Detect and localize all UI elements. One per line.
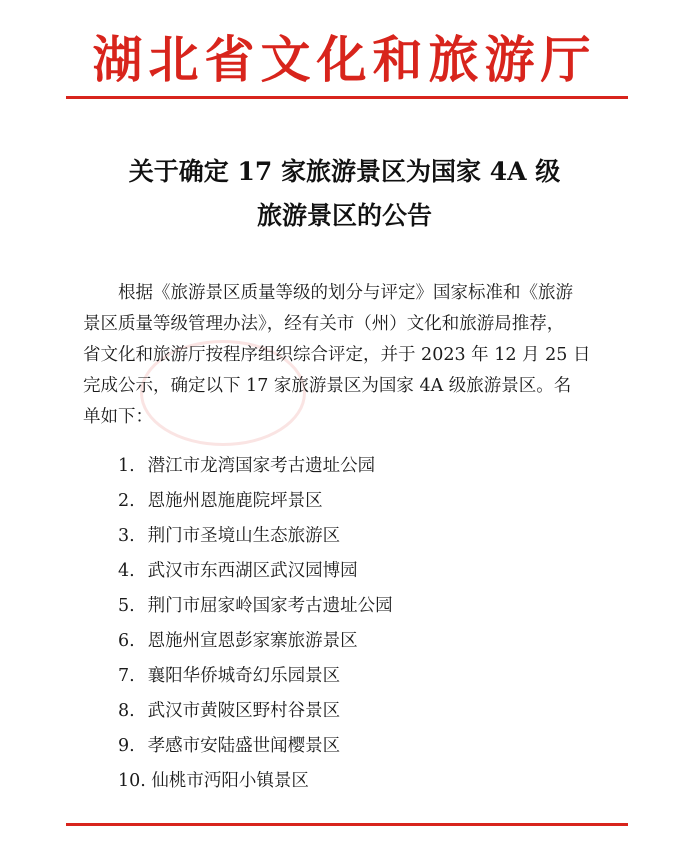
- list-item-number: 3.: [118, 526, 135, 546]
- list-item-number: 9.: [118, 736, 135, 756]
- list-item: [118, 624, 393, 659]
- paragraph-line: 完成公示，确定以下 17 家旅游景区为国家 4A 级旅游景区。名: [83, 376, 572, 396]
- list-item: [118, 554, 393, 589]
- list-item-name: 恩施州宣恩彭家寨旅游景区: [147, 631, 358, 651]
- list-item: [118, 484, 393, 519]
- list-item-name: 潜江市龙湾国家考古遗址公园: [147, 456, 376, 476]
- list-item-number: 5.: [118, 596, 135, 616]
- list-item: [118, 694, 393, 729]
- paragraph-line: 单如下：: [83, 407, 153, 427]
- list-item-number: 8.: [118, 701, 135, 721]
- letterhead-red-rule: [66, 96, 628, 99]
- list-item-number: 1.: [118, 456, 135, 476]
- list-item-number: 6.: [118, 631, 135, 651]
- list-item: [118, 589, 393, 624]
- announcement-title-line-2: 旅游景区的公告: [256, 201, 432, 230]
- list-item-name: 襄阳华侨城奇幻乐园景区: [147, 666, 341, 686]
- list-item: [118, 729, 393, 764]
- list-item-number: 10.: [118, 771, 146, 791]
- list-item: [118, 764, 393, 799]
- list-item-number: 2.: [118, 491, 135, 511]
- announcement-title-line-1: 关于确定 17 家旅游景区为国家 4A 级: [128, 157, 561, 186]
- paragraph-line: 省文化和旅游厅按程序组织综合评定，并于 2023 年 12 月 25 日: [83, 345, 591, 365]
- letterhead-title: 湖北省文化和旅游厅: [92, 30, 597, 89]
- list-item: [118, 449, 393, 484]
- list-item: [118, 519, 393, 554]
- list-item-name: 荆门市圣境山生态旅游区: [147, 526, 341, 546]
- footer-red-rule: [66, 823, 628, 826]
- list-item-name: 恩施州恩施鹿院坪景区: [147, 491, 323, 511]
- list-item-name: 武汉市东西湖区武汉园博园: [147, 561, 358, 581]
- list-item-number: 4.: [118, 561, 135, 581]
- list-item-number: 7.: [118, 666, 135, 686]
- list-item-name: 孝感市安陆盛世闻樱景区: [147, 736, 341, 756]
- body-paragraph: [83, 278, 611, 433]
- paragraph-line: 根据《旅游景区质量等级的划分与评定》国家标准和《旅游: [118, 283, 573, 303]
- list-item-name: 荆门市屈家岭国家考古遗址公园: [147, 596, 393, 616]
- list-item-name: 武汉市黄陂区野村谷景区: [147, 701, 341, 721]
- list-item-name: 仙桃市沔阳小镇景区: [151, 771, 309, 791]
- paragraph-line: 景区质量等级管理办法》，经有关市（州）文化和旅游局推荐，: [83, 314, 565, 334]
- scenic-area-list: [118, 449, 393, 799]
- list-item: [118, 659, 393, 694]
